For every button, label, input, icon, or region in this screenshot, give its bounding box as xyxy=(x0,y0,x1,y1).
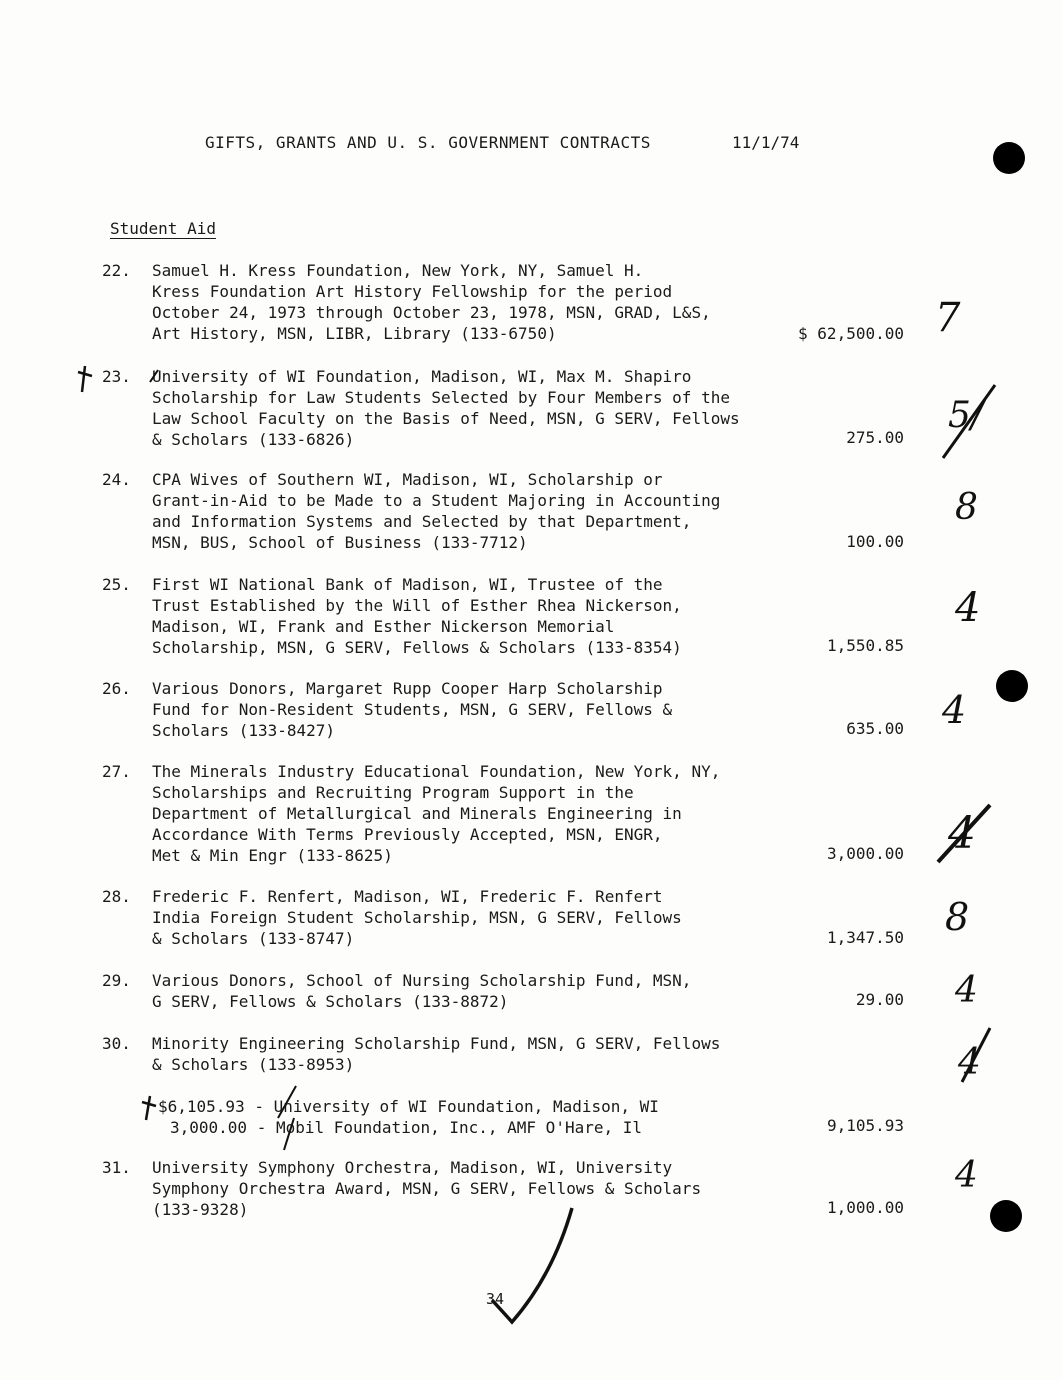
entry-line: Various Donors, Margaret Rupp Cooper Harp Scholarship xyxy=(152,679,663,698)
entry-number: 22. xyxy=(102,261,131,280)
handwritten-mark: 4 xyxy=(942,688,967,732)
entry-line: & Scholars (133-8953) xyxy=(152,1055,355,1074)
entry-amount: 635.00 xyxy=(846,719,904,738)
entry-amount: 100.00 xyxy=(846,532,904,551)
entry-line: Kress Foundation Art History Fellowship for the period xyxy=(152,282,673,301)
handwritten-mark: 4 xyxy=(955,585,981,631)
entry-line: Symphony Orchestra Award, MSN, G SERV, Fellows & Scholars xyxy=(152,1179,702,1198)
entry-amount: 3,000.00 xyxy=(826,844,904,863)
entry-description xyxy=(152,1157,812,1220)
section-title: Student Aid xyxy=(110,219,216,238)
entry-amount: 275.00 xyxy=(846,428,904,447)
page-header-title: GIFTS, GRANTS AND U. S. GOVERNMENT CONTRACTS xyxy=(205,133,651,152)
entry-line: First WI National Bank of Madison, WI, Trustee of the xyxy=(152,575,663,594)
entry-line: G SERV, Fellows & Scholars (133-8872) xyxy=(152,992,509,1011)
entry-number: 26. xyxy=(102,679,131,698)
entry-line: Various Donors, School of Nursing Scholarship Fund, MSN, xyxy=(152,971,692,990)
punch-hole xyxy=(993,142,1025,174)
entry-line: & Scholars (133-6826) xyxy=(152,430,355,449)
handwritten-mark: 4 xyxy=(948,808,976,859)
page-number: 34 xyxy=(486,1290,505,1308)
entry-line: Frederic F. Renfert, Madison, WI, Frederic F. Renfert xyxy=(152,887,663,906)
entry-line: University Symphony Orchestra, Madison, WI, University xyxy=(152,1158,673,1177)
entry-number: 31. xyxy=(102,1158,131,1177)
handwritten-mark: 7 xyxy=(935,295,961,341)
entry-number: 25. xyxy=(102,575,131,594)
handwritten-mark: 8 xyxy=(955,487,978,528)
entry-amount: 1,000.00 xyxy=(826,1198,904,1217)
entry-line: Minority Engineering Scholarship Fund, MSN, G SERV, Fellows xyxy=(152,1034,721,1053)
entry-amount: $ 62,500.00 xyxy=(798,324,904,343)
entry-line: Trust Established by the Will of Esther Rhea Nickerson, xyxy=(152,596,682,615)
handwritten-mark: 4 xyxy=(955,970,978,1011)
entry-description xyxy=(152,678,812,741)
entry-line: Law School Faculty on the Basis of Need, MSN, G SERV, Fellows xyxy=(152,409,740,428)
entry-description xyxy=(152,469,812,553)
handwritten-mark: 5/ xyxy=(948,395,984,436)
entry-line: Scholarship, MSN, G SERV, Fellows & Scholars (133-8354) xyxy=(152,638,682,657)
punch-hole xyxy=(996,670,1028,702)
entry-line: The Minerals Industry Educational Foundation, New York, NY, xyxy=(152,762,721,781)
entry-30-detail-text xyxy=(158,1096,659,1138)
entry-line: Fund for Non-Resident Students, MSN, G SERV, Fellows & xyxy=(152,700,673,719)
entry-line: CPA Wives of Southern WI, Madison, WI, Scholarship or xyxy=(152,470,663,489)
handwritten-mark: 4 xyxy=(958,1042,981,1083)
entry-line: (133-9328) xyxy=(152,1200,249,1219)
entry-line: Met & Min Engr (133-8625) xyxy=(152,846,393,865)
entry-line: Scholarship for Law Students Selected by Four Members of the xyxy=(152,388,730,407)
entry-description xyxy=(152,366,812,450)
entry-line: & Scholars (133-8747) xyxy=(152,929,355,948)
entry-line: Scholarships and Recruiting Program Support in the xyxy=(152,783,634,802)
entry-number: 28. xyxy=(102,887,131,906)
entry-amount: 29.00 xyxy=(855,990,904,1009)
entry-line: MSN, BUS, School of Business (133-7712) xyxy=(152,533,528,552)
handwritten-stroke xyxy=(142,1096,156,1120)
entry-description xyxy=(152,886,812,949)
punch-hole xyxy=(990,1200,1022,1232)
entry-amount: 1,347.50 xyxy=(826,928,904,947)
entry-description xyxy=(152,574,812,658)
entry-line: Department of Metallurgical and Minerals Engineering in xyxy=(152,804,682,823)
entry-number: 29. xyxy=(102,971,131,990)
handwritten-stroke xyxy=(78,366,92,392)
detail-line: $6,105.93 - University of WI Foundation, Madison, WI xyxy=(158,1097,659,1116)
page-header-date: 11/1/74 xyxy=(732,133,800,152)
entry-line: Scholars (133-8427) xyxy=(152,721,336,740)
entry-line: Madison, WI, Frank and Esther Nickerson Memorial xyxy=(152,617,615,636)
entry-number: 24. xyxy=(102,470,131,489)
detail-line: 3,000.00 - Mobil Foundation, Inc., AMF O'Hare, Il xyxy=(170,1118,643,1137)
entry-number: 23. xyxy=(102,367,131,386)
entry-description xyxy=(152,1033,812,1075)
entry-line: October 24, 1973 through October 23, 1978, MSN, GRAD, L&S, xyxy=(152,303,711,322)
entry-description xyxy=(152,260,812,344)
entry-line: Grant-in-Aid to be Made to a Student Majoring in Accounting xyxy=(152,491,721,510)
entry-description xyxy=(152,761,812,866)
entry-line: Accordance With Terms Previously Accepted, MSN, ENGR, xyxy=(152,825,663,844)
entry-line: Samuel H. Kress Foundation, New York, NY, Samuel H. xyxy=(152,261,644,280)
handwritten-mark: 8 xyxy=(945,895,970,939)
entry-line: Art History, MSN, LIBR, Library (133-6750) xyxy=(152,324,557,343)
entry-line: India Foreign Student Scholarship, MSN, G SERV, Fellows xyxy=(152,908,682,927)
entry-number: 30. xyxy=(102,1034,131,1053)
handwritten-mark: 4 xyxy=(955,1155,978,1196)
entry-number: 27. xyxy=(102,762,131,781)
entry-line: University of WI Foundation, Madison, WI, Max M. Shapiro xyxy=(152,367,692,386)
entry-line: and Information Systems and Selected by that Department, xyxy=(152,512,692,531)
entry-amount: 1,550.85 xyxy=(826,636,904,655)
entry-description xyxy=(152,970,812,1012)
entry-30-total: 9,105.93 xyxy=(826,1116,904,1135)
